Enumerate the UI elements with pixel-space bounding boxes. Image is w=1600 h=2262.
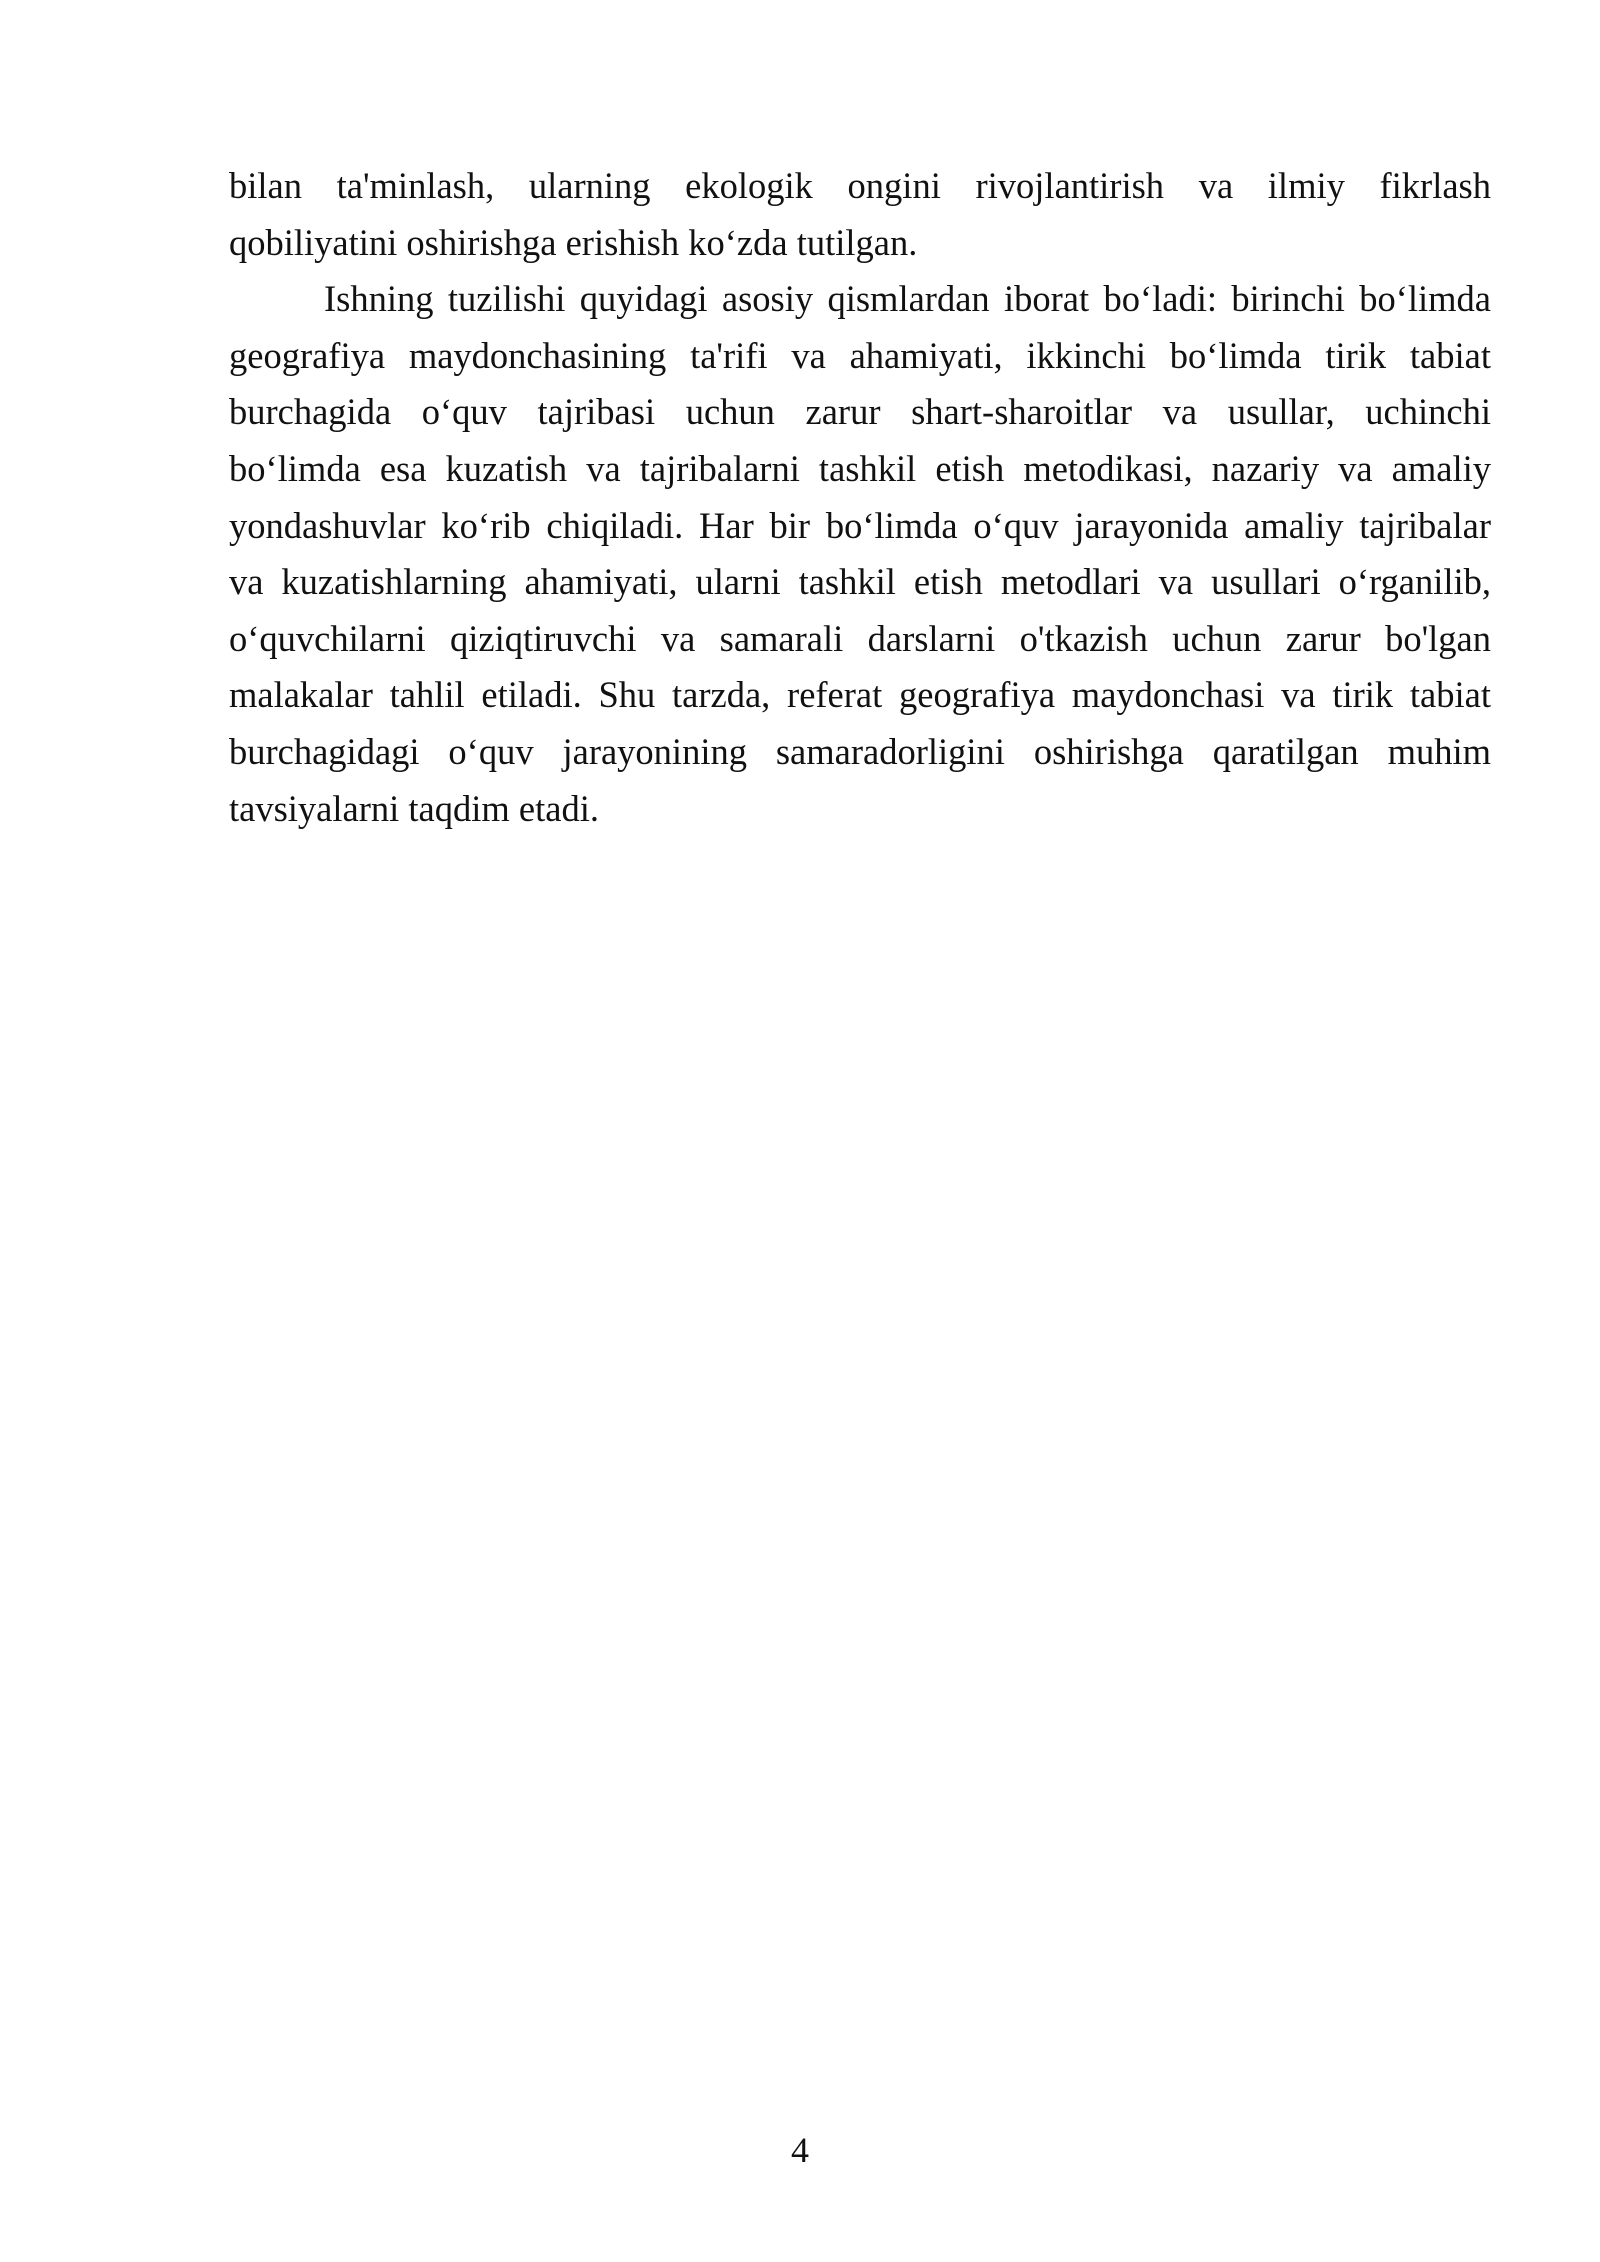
text-line: geografiya maydonchasining ta'rifi va ahamiyati, ikkinchi bo‘limda tirik tabiat (229, 334, 1491, 376)
text-line: burchagidagi o‘quv jarayonining samaradorligini oshirishga qaratilgan muhim (229, 730, 1491, 772)
page-number: 4 (791, 2130, 809, 2170)
text-line: qobiliyatini oshirishga erishish ko‘zda tutilgan. (229, 221, 918, 263)
text-line: tavsiyalarni taqdim etadi. (229, 787, 599, 829)
body-text (229, 158, 1491, 837)
paragraph-first-line: Ishning tuzilishi quyidagi asosiy qismlardan iborat bo‘ladi: birinchi bo‘limda (324, 278, 1491, 320)
text-line: burchagida o‘quv tajribasi uchun zarur shart-sharoitlar va usullar, uchinchi (229, 391, 1491, 433)
text-line: yondashuvlar ko‘rib chiqiladi. Har bir bo‘limda o‘quv jarayonida amaliy tajribalar (229, 504, 1491, 546)
text-line: malakalar tahlil etiladi. Shu tarzda, referat geografiya maydonchasi va tirik tabiat (229, 674, 1491, 716)
text-line: o‘quvchilarni qiziqtiruvchi va samarali darslarni o'tkazish uchun zarur bo'lgan (229, 617, 1491, 659)
text-line: va kuzatishlarning ahamiyati, ularni tashkil etish metodlari va usullari o‘rganilib, (229, 561, 1491, 603)
text-line: bilan ta'minlash, ularning ekologik ongini rivojlantirish va ilmiy fikrlash (229, 165, 1491, 206)
text-line: bo‘limda esa kuzatish va tajribalarni tashkil etish metodikasi, nazariy va amaliy (229, 447, 1491, 489)
